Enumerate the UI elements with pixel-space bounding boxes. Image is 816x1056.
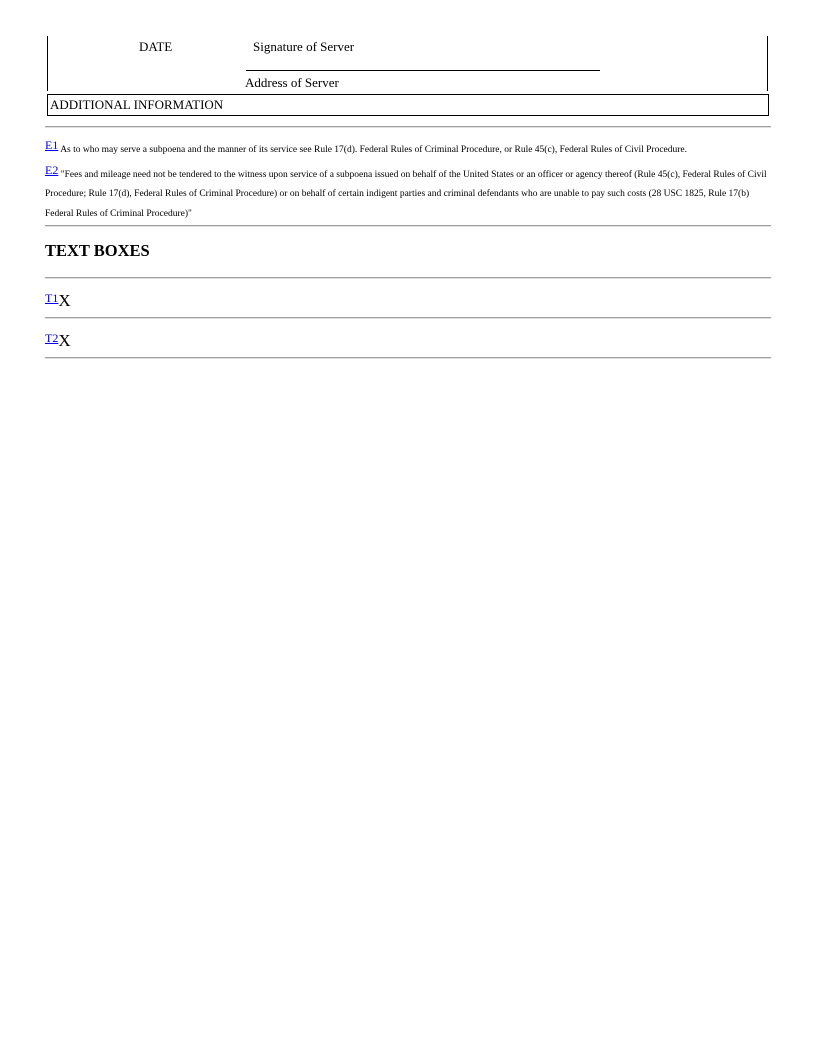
text-box-link-t1[interactable]: T1 (45, 291, 59, 305)
additional-information-box: ADDITIONAL INFORMATION (47, 94, 769, 116)
endnote-e2 (45, 161, 772, 225)
signature-line (246, 70, 600, 71)
text-box-item-t1 (45, 288, 71, 311)
divider (45, 225, 771, 227)
endnote-text: "Fees and mileage need not be tendered to the witness upon service of a subpoena issued on behalf of the United States or an officer or agency thereof (Rule 45(c), Federal Rules of Civil Procedure; Rule 17(d), Federal Rules of Criminal Procedure) or on behalf of certain indigent parties and criminal defendants who are unable to pay such costs (28 USC 1825, Rule 17(b) Federal Rules of Criminal Procedure)" (45, 169, 767, 219)
date-label: DATE (139, 39, 173, 54)
endnote-text: As to who may serve a subpoena and the manner of its service see Rule 17(d). Federal Rules of Criminal Procedure, or Rule 45(c), Federal Rules of Civil Procedure. (58, 145, 688, 155)
divider (45, 126, 771, 128)
endnote-link-e1[interactable]: E1 (45, 138, 59, 152)
text-box-value: X (58, 331, 71, 350)
signature-of-server-label: Signature of Server (253, 39, 355, 54)
text-box-link-t2[interactable]: T2 (45, 331, 59, 345)
endnote-link-e2[interactable]: E2 (45, 162, 59, 177)
text-box-item-t2 (45, 328, 71, 351)
divider (45, 317, 771, 319)
divider (45, 277, 771, 279)
text-boxes-heading: TEXT BOXES (45, 241, 150, 260)
text-box-value: X (58, 291, 71, 310)
divider (45, 357, 771, 359)
endnotes-section (45, 136, 772, 224)
address-of-server-label: Address of Server (245, 75, 339, 90)
endnote-e1 (45, 136, 772, 161)
